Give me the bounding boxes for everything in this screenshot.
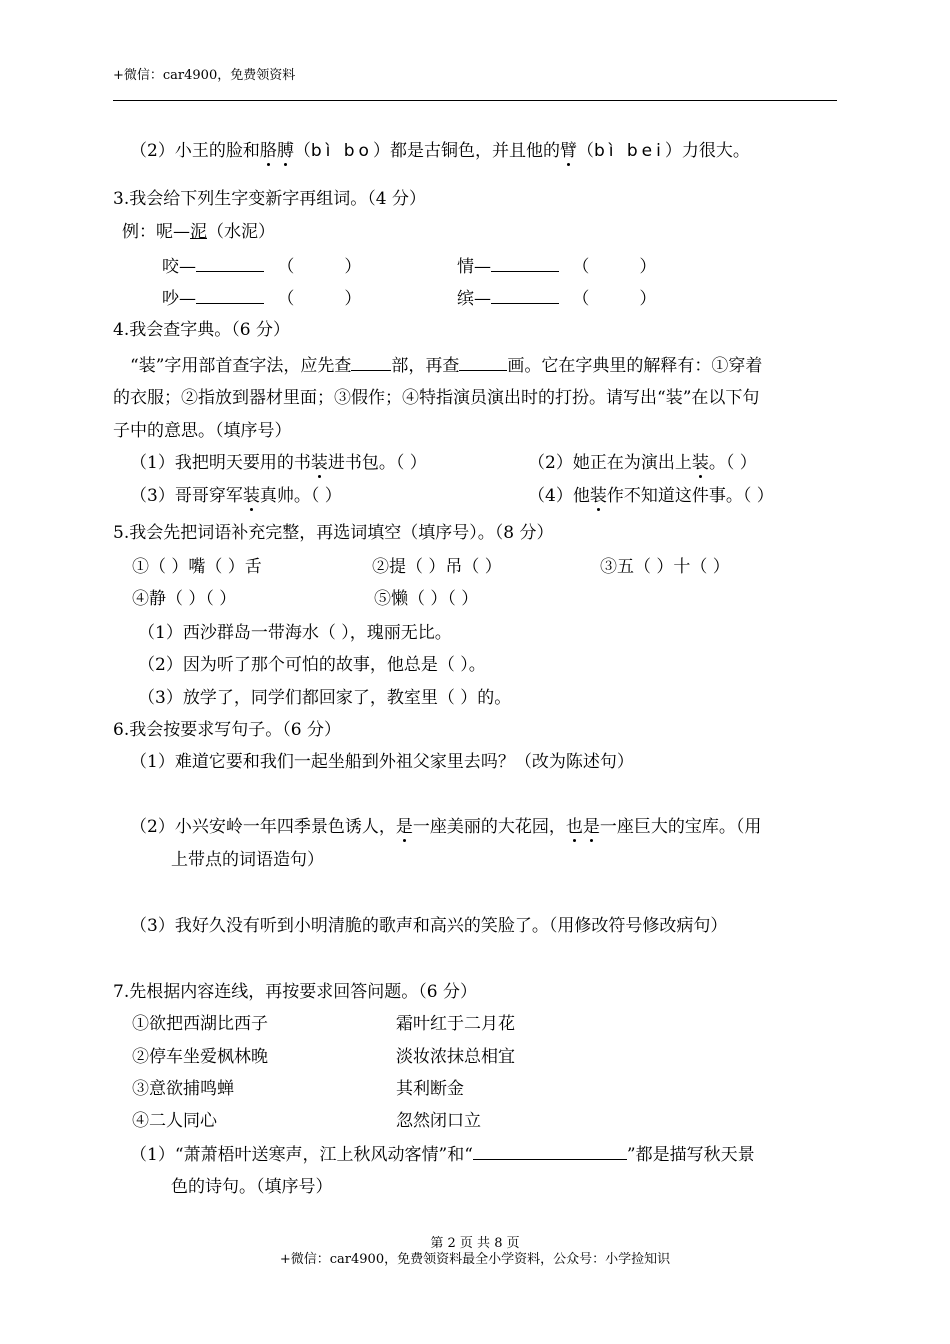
- q7-right-4[interactable]: 忽然闭口立: [396, 1111, 481, 1131]
- q3-row2-right-blank[interactable]: [491, 286, 559, 304]
- q7-q1-a: （1）“萧萧梧叶送寒声，江上秋风动客情”和“: [130, 1145, 473, 1165]
- q7-right-3[interactable]: 其利断金: [396, 1079, 464, 1099]
- q3-row1-left-char: 咬—: [162, 257, 196, 277]
- q6-s2-dotted-shi-2: 是: [582, 817, 600, 837]
- q6-item-3: （3）我好久没有听到小明清脆的歌声和高兴的笑脸了。（用修改符号修改病句）: [130, 916, 728, 936]
- q2-pinyin-2: bì bei: [593, 141, 665, 161]
- q3-row2-right-paren-close: ）: [639, 289, 657, 309]
- q6-s2-dotted-shi-1: 是: [395, 817, 413, 837]
- q3-example-underlined: 泥: [190, 222, 207, 242]
- q4-title: 4.我会查字典。（6 分）: [113, 320, 290, 340]
- q7-title: 7.先根据内容连线，再按要求回答问题。（6 分）: [113, 982, 477, 1002]
- q4-s1-b: 进书包。（ ）: [327, 453, 427, 473]
- q7-right-1[interactable]: 霜叶红于二月花: [396, 1014, 515, 1034]
- q2-line: [130, 139, 750, 163]
- q5-sentence-2: （2）因为听了那个可怕的故事，他总是（ ）。: [138, 655, 486, 675]
- q6-title: 6.我会按要求写句子。（6 分）: [113, 720, 341, 740]
- q4-p1-b: 部，再查: [391, 356, 460, 376]
- q3-row1-left-blank[interactable]: [196, 254, 264, 272]
- q2-dotted-bo: 膊: [276, 141, 294, 161]
- q4-s1-a: （1）我把明天要用的书: [130, 453, 311, 473]
- q4-p1-a: “装”字用部首查字法，应先查: [130, 356, 352, 376]
- q3-row2-left-blank[interactable]: [196, 286, 264, 304]
- q4-p1-c: 画。它在字典里的解释有：①穿着: [507, 356, 763, 376]
- q2-text-b: （: [293, 141, 311, 161]
- q3-row2-right-paren-open: （: [572, 289, 590, 309]
- q2-dotted-ge: 胳: [259, 141, 277, 161]
- q6-item-2: [130, 815, 761, 839]
- q3-row1-left-paren-open: （: [277, 257, 295, 277]
- q2-text-d: （: [576, 141, 594, 161]
- q4-sentence-1: [130, 451, 427, 475]
- q4-s3-b: 真帅。（ ）: [259, 486, 342, 506]
- q4-sentence-3: [130, 484, 342, 508]
- q3-row1-right-blank[interactable]: [491, 254, 559, 272]
- footer-note: +微信：car4900，免费领资料最全小学资料，公众号：小学捡知识: [279, 1252, 671, 1267]
- q2-dotted-bi: 臂: [559, 141, 577, 161]
- q3-row2-left-paren-close: ）: [344, 289, 362, 309]
- q6-item-2-cont: 上带点的词语造句）: [171, 850, 324, 870]
- q4-s3-a: （3）哥哥穿军: [130, 486, 243, 506]
- q4-para-line-1: [130, 353, 762, 378]
- q4-strokes-blank[interactable]: [459, 353, 507, 371]
- q2-pinyin-1: bì bo: [310, 141, 373, 161]
- q6-s2-c: 一座巨大的宝库。（用: [599, 817, 762, 837]
- q4-s4-a: （4）他: [528, 486, 590, 506]
- q7-left-1[interactable]: ①欲把西湖比西子: [132, 1014, 268, 1034]
- q3-row2-left-char: 吵—: [162, 289, 196, 309]
- q4-para-line-2: 的衣服；②指放到器材里面；③假作；④特指演员演出时的打扮。请写出“装”在以下句: [113, 388, 760, 408]
- q3-row2-right-char: 缤—: [457, 289, 491, 309]
- q4-s2-dotted: 装: [691, 453, 709, 473]
- q7-right-2[interactable]: 淡妆浓抹总相宜: [396, 1047, 515, 1067]
- q7-question-1-cont: 色的诗句。（填序号）: [171, 1177, 333, 1197]
- q3-row1-right-paren-close: ）: [639, 257, 657, 277]
- q5-idiom-1: ①（ ）嘴（ ）舌: [132, 557, 262, 577]
- q3-row1-right-paren-open: （: [572, 257, 590, 277]
- q5-sentence-3: （3）放学了，同学们都回家了，教室里（ ）的。: [138, 688, 512, 708]
- q3-row-2-right: [457, 286, 656, 311]
- q3-title: 3.我会给下列生字变新字再组词。（4 分）: [113, 189, 426, 209]
- q3-row-2: [162, 286, 361, 311]
- q3-example-a: 例：呢—: [122, 222, 190, 242]
- q5-title: 5.我会先把词语补充完整，再选词填空（填序号）。（8 分）: [113, 523, 554, 543]
- q5-idiom-5: ⑤懒（ ）（ ）: [374, 589, 479, 609]
- q2-text-a: （2）小王的脸和: [130, 141, 260, 161]
- q3-row1-left-paren-close: ）: [344, 257, 362, 277]
- q4-s2-a: （2）她正在为演出上: [528, 453, 692, 473]
- q4-s2-b: 。（ ）: [708, 453, 757, 473]
- q4-sentence-2: [528, 451, 757, 475]
- q3-example: [122, 220, 275, 244]
- q5-idiom-4: ④静（ ）（ ）: [132, 589, 237, 609]
- q5-sentence-1: （1）西沙群岛一带海水（ ），瑰丽无比。: [138, 623, 452, 643]
- q7-left-4[interactable]: ④二人同心: [132, 1111, 217, 1131]
- q2-text-c: ）都是古铜色，并且他的: [372, 141, 560, 161]
- q7-left-2[interactable]: ②停车坐爱枫林晚: [132, 1047, 268, 1067]
- q4-s4-b: 作不知道这件事。（ ）: [606, 486, 774, 506]
- q4-radical-blank[interactable]: [351, 353, 391, 371]
- q6-s2-b: 一座美丽的大花园，: [412, 817, 566, 837]
- q5-idiom-2: ②提（ ）吊（ ）: [372, 557, 502, 577]
- q3-row-1-right: [457, 254, 656, 279]
- q6-item-1: （1）难道它要和我们一起坐船到外祖父家里去吗？（改为陈述句）: [130, 752, 634, 772]
- q7-q1-blank[interactable]: [473, 1142, 627, 1160]
- q3-row-1: [162, 254, 361, 279]
- q4-s3-dotted: 装: [242, 486, 260, 506]
- q7-left-3[interactable]: ③意欲捕鸣蝉: [132, 1079, 234, 1099]
- q4-s4-dotted: 装: [589, 486, 607, 506]
- q3-row2-left-paren-open: （: [277, 289, 295, 309]
- q3-row1-right-char: 情—: [457, 257, 491, 277]
- q3-example-b: （水泥）: [207, 222, 275, 242]
- q4-para-line-3: 子中的意思。（填序号）: [113, 421, 292, 441]
- q6-s2-dotted-ye: 也: [565, 817, 583, 837]
- worksheet-body: [113, 0, 840, 1250]
- q5-idiom-3: ③五（ ）十（ ）: [600, 557, 730, 577]
- page-number: 第 2 页 共 8 页: [430, 1236, 520, 1251]
- q7-question-1: [130, 1142, 755, 1167]
- q7-q1-b: ”都是描写秋天景: [626, 1145, 755, 1165]
- q4-s1-dotted: 装: [310, 453, 328, 473]
- q2-text-e: ）力很大。: [664, 141, 750, 161]
- page-header: +微信：car4900，免费领资料: [113, 68, 296, 83]
- q4-sentence-4: [528, 484, 774, 508]
- q6-s2-a: （2）小兴安岭一年四季景色诱人，: [130, 817, 396, 837]
